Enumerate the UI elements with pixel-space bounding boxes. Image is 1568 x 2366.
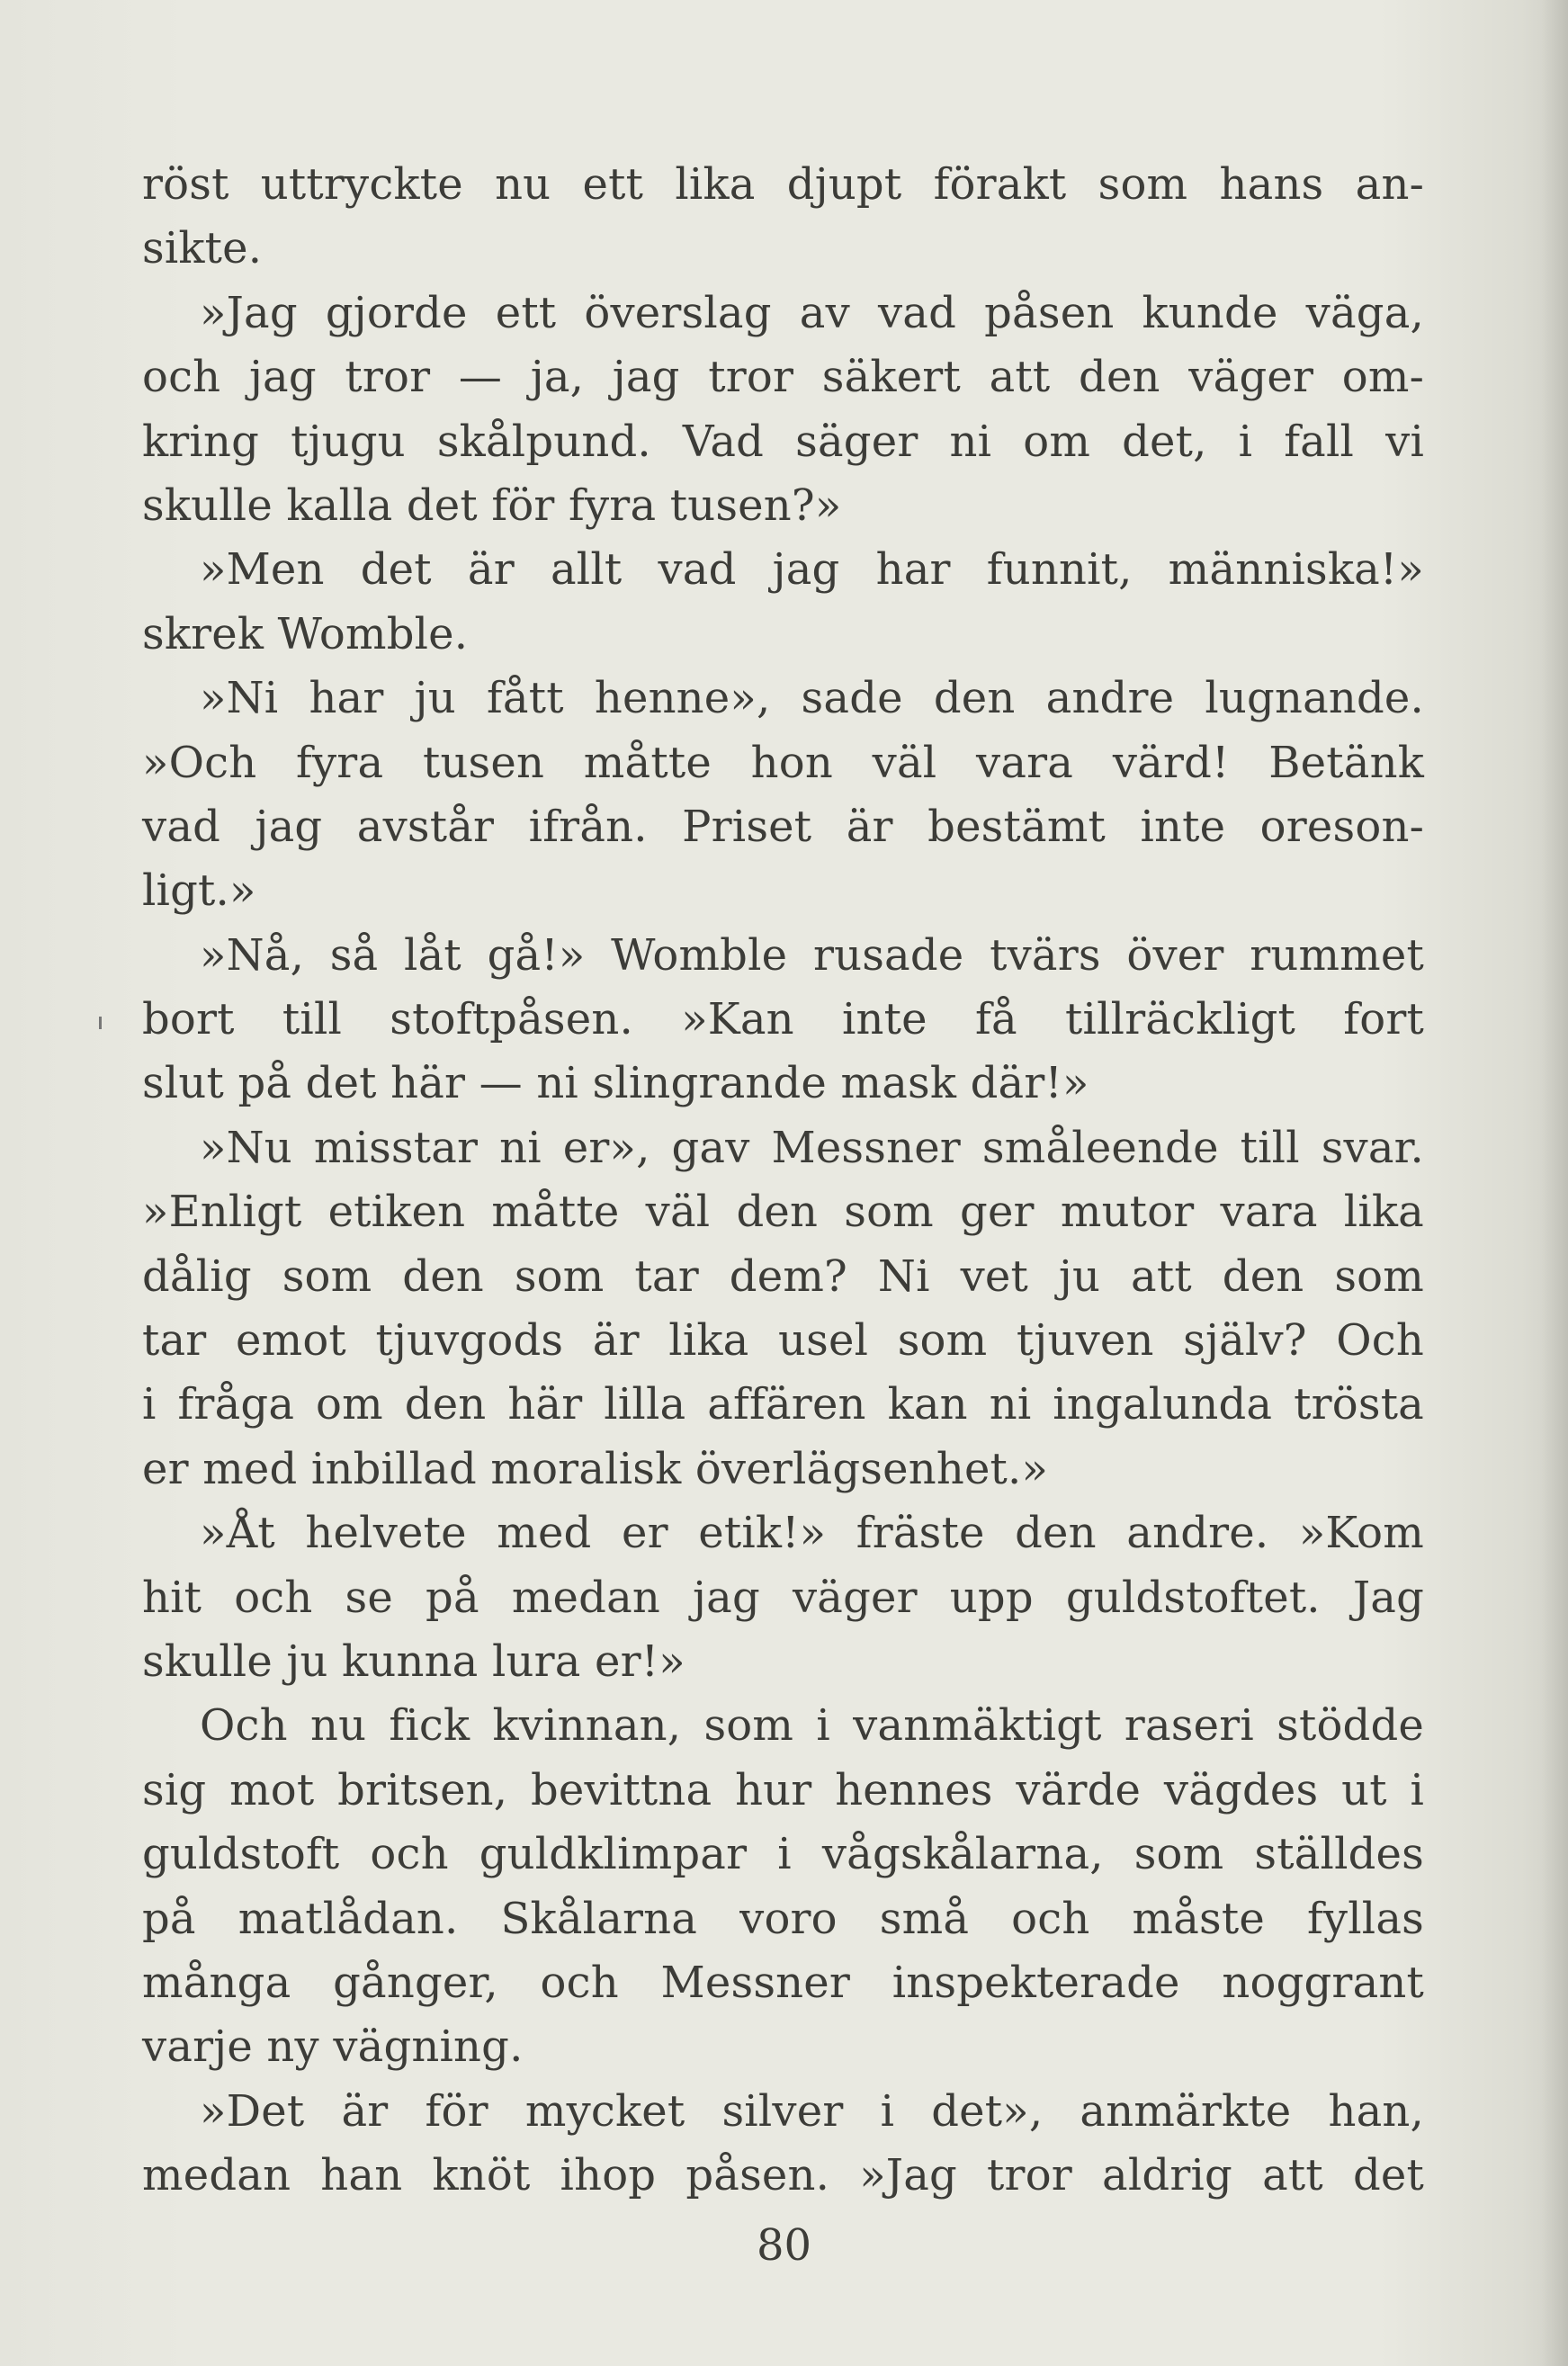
margin-mark xyxy=(99,1017,102,1029)
text-line: och jag tror — ja, jag tror säkert att den väger om- xyxy=(142,352,1424,403)
text-line: Och nu fick kvinnan, som i vanmäktigt raseri stödde xyxy=(200,1700,1424,1752)
text-line: »Jag gjorde ett överslag av vad påsen kunde väga, xyxy=(200,287,1424,338)
text-line: skrek Womble. xyxy=(142,608,469,659)
text-line: medan han knöt ihop påsen. »Jag tror aldrig att det xyxy=(142,2150,1424,2201)
text-line: »Nå, så låt gå!» Womble rusade tvärs över rummet xyxy=(200,929,1424,981)
text-line: skulle ju kunna lura er!» xyxy=(142,1636,685,1687)
text-line: »Det är för mycket silver i det», anmärkte han, xyxy=(200,2085,1424,2137)
text-line: »Ni har ju fått henne», sade den andre lugnande. xyxy=(200,673,1424,724)
text-line: sikte. xyxy=(142,223,263,274)
text-line: »Nu misstar ni er», gav Messner småleende till svar. xyxy=(200,1122,1424,1173)
text-line: hit och se på medan jag väger upp guldstoftet. Jag xyxy=(142,1572,1424,1623)
text-line: ligt.» xyxy=(142,865,256,917)
text-line: varje ny vägning. xyxy=(142,2021,524,2073)
page-number: 80 xyxy=(756,2220,812,2271)
text-line: skulle kalla det för fyra tusen?» xyxy=(142,479,842,531)
text-line: många gånger, och Messner inspekterade noggrant xyxy=(142,1957,1424,2008)
text-line: röst uttryckte nu ett lika djupt förakt som hans an- xyxy=(142,159,1424,210)
text-line: i fråga om den här lilla affären kan ni ingalunda trösta xyxy=(142,1379,1424,1430)
text-line: vad jag avstår ifrån. Priset är bestämt inte oreson- xyxy=(142,801,1424,852)
page-edge-shadow xyxy=(1541,0,1568,2366)
text-line: tar emot tjuvgods är lika usel som tjuven själv? Och xyxy=(142,1315,1424,1367)
text-line: »Enligt etiken måtte väl den som ger mutor vara lika xyxy=(142,1187,1424,1238)
text-line: på matlådan. Skålarna voro små och måste fyllas xyxy=(142,1893,1424,1944)
text-line: »Och fyra tusen måtte hon väl vara värd! Betänk xyxy=(142,737,1424,788)
text-line: guldstoft och guldklimpar i vågskålarna, som ställdes xyxy=(142,1829,1424,1880)
text-line: »Men det är allt vad jag har funnit, människa!» xyxy=(200,544,1424,596)
text-line: kring tjugu skålpund. Vad säger ni om det, i fall vi xyxy=(142,416,1424,467)
text-line: dålig som den som tar dem? Ni vet ju att den som xyxy=(142,1250,1424,1302)
text-line: sig mot britsen, bevittna hur hennes värde vägdes ut i xyxy=(142,1764,1424,1815)
text-line: slut på det här — ni slingrande mask där!» xyxy=(142,1058,1089,1109)
body-text xyxy=(142,153,1424,2209)
text-line: er med inbillad moralisk överlägsenhet.» xyxy=(142,1443,1049,1494)
text-line: bort till stoftpåsen. »Kan inte få tillräckligt fort xyxy=(142,994,1424,1045)
text-line: »Åt helvete med er etik!» fräste den andre. »Kom xyxy=(200,1508,1424,1559)
